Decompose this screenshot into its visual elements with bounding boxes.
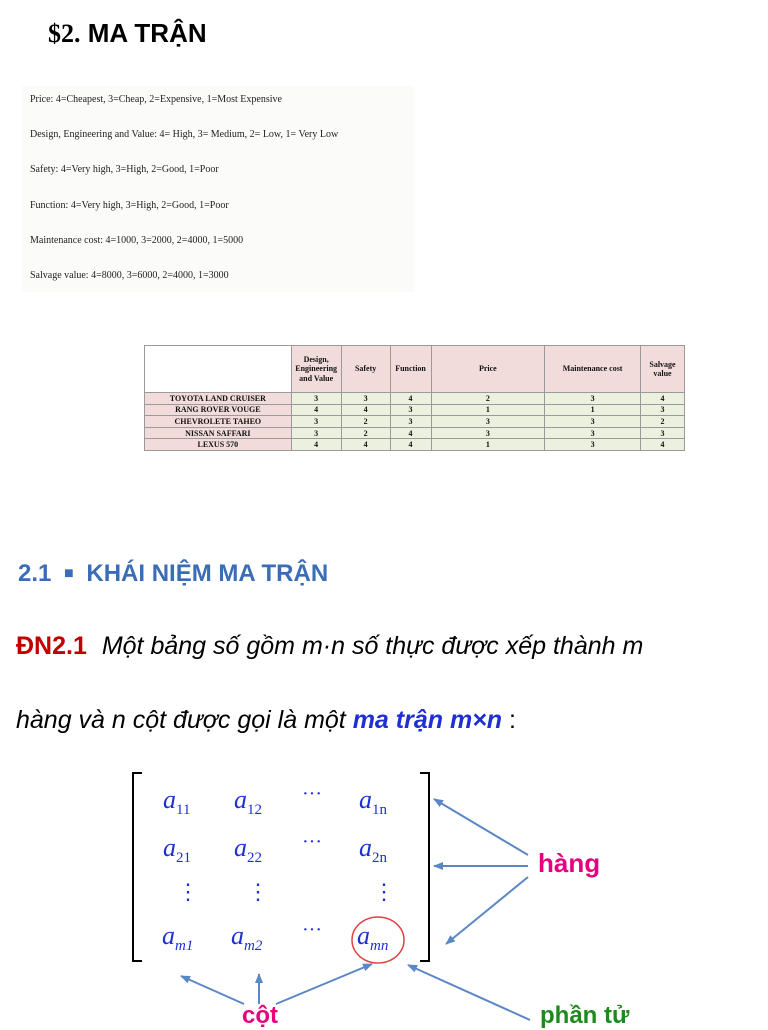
- table-cell: 3: [545, 439, 641, 451]
- matrix-term: ma trận m×n: [352, 706, 503, 734]
- table-cell: 3: [291, 393, 341, 405]
- table-cell: 1: [431, 439, 545, 451]
- table-cell: 3: [545, 427, 641, 439]
- table-cell: 3: [641, 427, 685, 439]
- criteria-line: Function: 4=Very high, 3=High, 2=Good, 1=Poor: [30, 200, 229, 211]
- matrix-entry: $a_{1n}$: [359, 785, 387, 818]
- element-label: phần tử: [540, 1002, 630, 1029]
- matrix-ellipsis: ···: [302, 783, 322, 805]
- matrix-vdots: ⋮: [177, 879, 199, 904]
- matrix-entry: $a_{22}$: [234, 833, 262, 866]
- title-text: MA TRẬN: [87, 18, 207, 48]
- table-cell: 2: [341, 427, 390, 439]
- definition-label: ĐN2.1: [16, 632, 87, 660]
- table-cell: 4: [390, 427, 431, 439]
- table-cell: 2: [641, 416, 685, 428]
- table-header: Safety: [341, 346, 390, 393]
- row-arrow: [446, 877, 528, 944]
- matrix-entry: $a_{11}$: [163, 785, 191, 818]
- matrix-entry: $a_{12}$: [234, 785, 262, 818]
- section-number: 2.1: [18, 560, 52, 587]
- table-header: Design, Engineering and Value: [291, 346, 341, 393]
- table-cell: 3: [431, 416, 545, 428]
- criteria-line: Salvage value: 4=8000, 3=6000, 2=4000, 1=3000: [30, 270, 229, 281]
- table-cell: 1: [431, 404, 545, 416]
- table-cell: 3: [291, 427, 341, 439]
- table-cell: 3: [641, 404, 685, 416]
- left-bracket: [133, 773, 142, 961]
- table-cell: TOYOTA LAND CRUISER: [145, 393, 292, 405]
- column-arrow: [276, 964, 372, 1004]
- table-cell: 3: [390, 404, 431, 416]
- matrix-entry: $a_{m2}$: [231, 921, 263, 954]
- table-cell: 4: [641, 439, 685, 451]
- matrix-entry: $a_{2n}$: [359, 833, 387, 866]
- matrix-vdots: ⋮: [247, 879, 269, 904]
- table-cell: 4: [390, 393, 431, 405]
- criteria-line: Price: 4=Cheapest, 3=Cheap, 2=Expensive, 1=Most Expensive: [30, 94, 282, 105]
- column-label: cột: [242, 1002, 278, 1029]
- table-cell: 3: [390, 416, 431, 428]
- table-cell: 3: [545, 393, 641, 405]
- table-cell: 3: [545, 416, 641, 428]
- table-cell: 1: [545, 404, 641, 416]
- criteria-line: Maintenance cost: 4=1000, 3=2000, 2=4000, 1=5000: [30, 235, 244, 246]
- table-cell: 4: [341, 404, 390, 416]
- element-arrow: [408, 965, 530, 1020]
- matrix-entry: $a_{m1}$: [162, 921, 194, 954]
- square-bullet-icon: ■: [64, 565, 74, 582]
- table-header: Maintenance cost: [545, 346, 641, 393]
- table-cell: NISSAN SAFFARI: [145, 427, 292, 439]
- table-header: Price: [431, 346, 545, 393]
- row-label: hàng: [538, 848, 601, 878]
- criteria-line: Safety: 4=Very high, 3=High, 2=Good, 1=Poor: [30, 164, 219, 175]
- title-number: $2.: [48, 19, 81, 48]
- table-cell: 3: [291, 416, 341, 428]
- definition-text: hàng và n cột được gọi là một: [16, 706, 353, 734]
- criteria-line: Design, Engineering and Value: 4= High, 3= Medium, 2= Low, 1= Very Low: [30, 129, 339, 140]
- column-arrow: [181, 976, 244, 1004]
- table-cell: RANG ROVER VOUGE: [145, 404, 292, 416]
- right-bracket: [420, 773, 429, 961]
- table-cell: 3: [431, 427, 545, 439]
- table-header: Salvage value: [641, 346, 685, 393]
- matrix-entry: $a_{mn}$: [357, 921, 389, 954]
- table-cell: 4: [291, 404, 341, 416]
- table-cell: LEXUS 570: [145, 439, 292, 451]
- matrix-vdots: ⋮: [373, 879, 395, 904]
- table-cell: 2: [431, 393, 545, 405]
- table-cell: 4: [291, 439, 341, 451]
- definition-colon: :: [509, 706, 516, 734]
- matrix-entry: $a_{21}$: [163, 833, 191, 866]
- table-cell: 4: [341, 439, 390, 451]
- matrix-ellipsis: ···: [302, 919, 322, 941]
- table-cell: 4: [390, 439, 431, 451]
- table-cell: 4: [641, 393, 685, 405]
- definition-text: Một bảng số gồm m·n số thực được xếp thành m: [101, 632, 644, 660]
- matrix-ellipsis: ···: [302, 831, 322, 853]
- table-cell: 3: [341, 393, 390, 405]
- section-title: KHÁI NIỆM MA TRẬN: [86, 560, 329, 587]
- table-cell: 2: [341, 416, 390, 428]
- row-arrow: [434, 799, 528, 855]
- table-cell: CHEVROLETE TAHEO: [145, 416, 292, 428]
- table-header: Function: [390, 346, 431, 393]
